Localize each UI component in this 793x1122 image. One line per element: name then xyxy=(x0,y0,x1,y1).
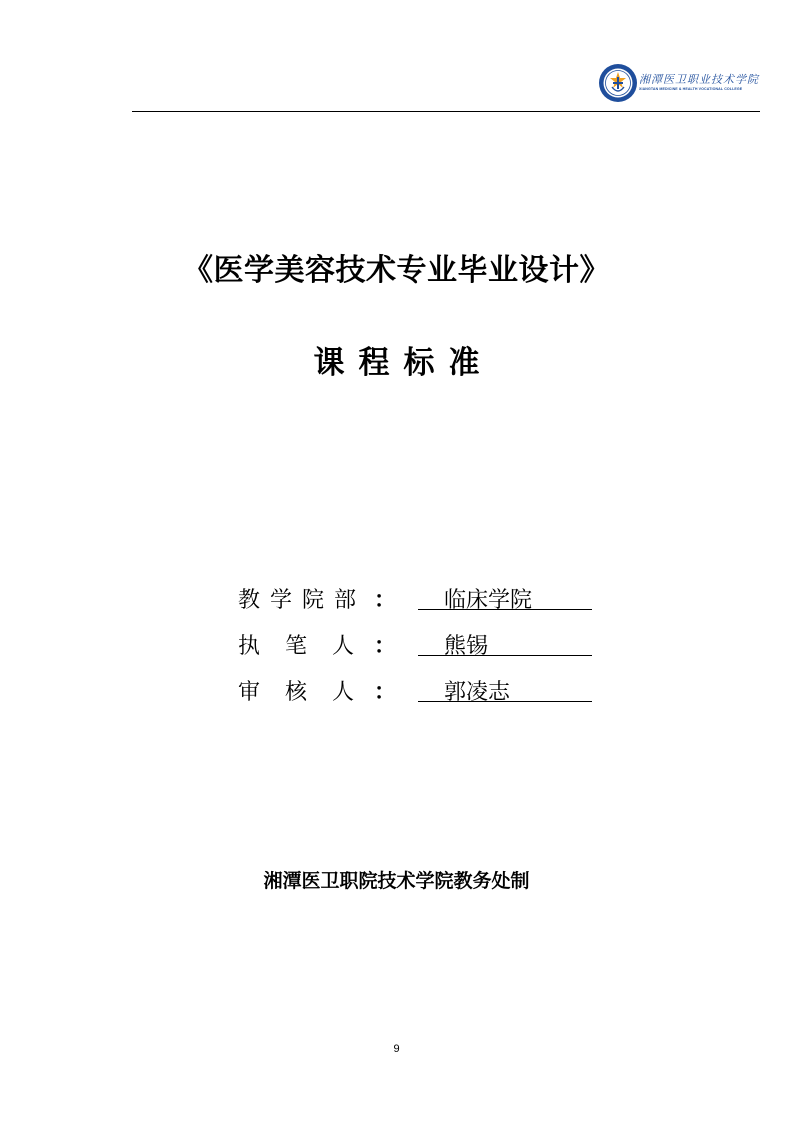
info-value: 郭凌志 xyxy=(444,680,511,705)
document-subtitle: 课程标准 xyxy=(313,345,494,381)
info-value: 熊锡 xyxy=(444,634,489,659)
info-value-field xyxy=(418,675,592,705)
info-label: 审核人 xyxy=(238,680,380,705)
header-divider xyxy=(132,111,760,112)
college-logo xyxy=(598,63,763,103)
logo-name-en: XIANGTAN MEDICINE & HEALTH VOCATIONAL COLLEGE xyxy=(639,87,743,91)
college-emblem-icon xyxy=(598,63,638,103)
info-value: 临床学院 xyxy=(444,588,533,613)
info-row-reviewer xyxy=(238,675,598,707)
document-title: 《医学美容技术专业毕业设计》 xyxy=(183,253,610,288)
logo-name-cn: 湘潭医卫职业技术学院 xyxy=(639,73,759,86)
info-colon: ： xyxy=(374,680,397,705)
info-colon: ： xyxy=(374,634,397,659)
info-colon: ： xyxy=(374,588,397,613)
info-row-author xyxy=(238,629,598,661)
page-number: 9 xyxy=(393,1043,400,1055)
info-value-field xyxy=(418,583,592,613)
info-label: 执笔人 xyxy=(238,634,380,659)
info-row-department xyxy=(238,583,598,615)
info-value-field xyxy=(418,629,592,659)
info-label: 教学院部 xyxy=(238,588,367,613)
issuing-office: 湘潭医卫职院技术学院教务处制 xyxy=(263,870,530,892)
